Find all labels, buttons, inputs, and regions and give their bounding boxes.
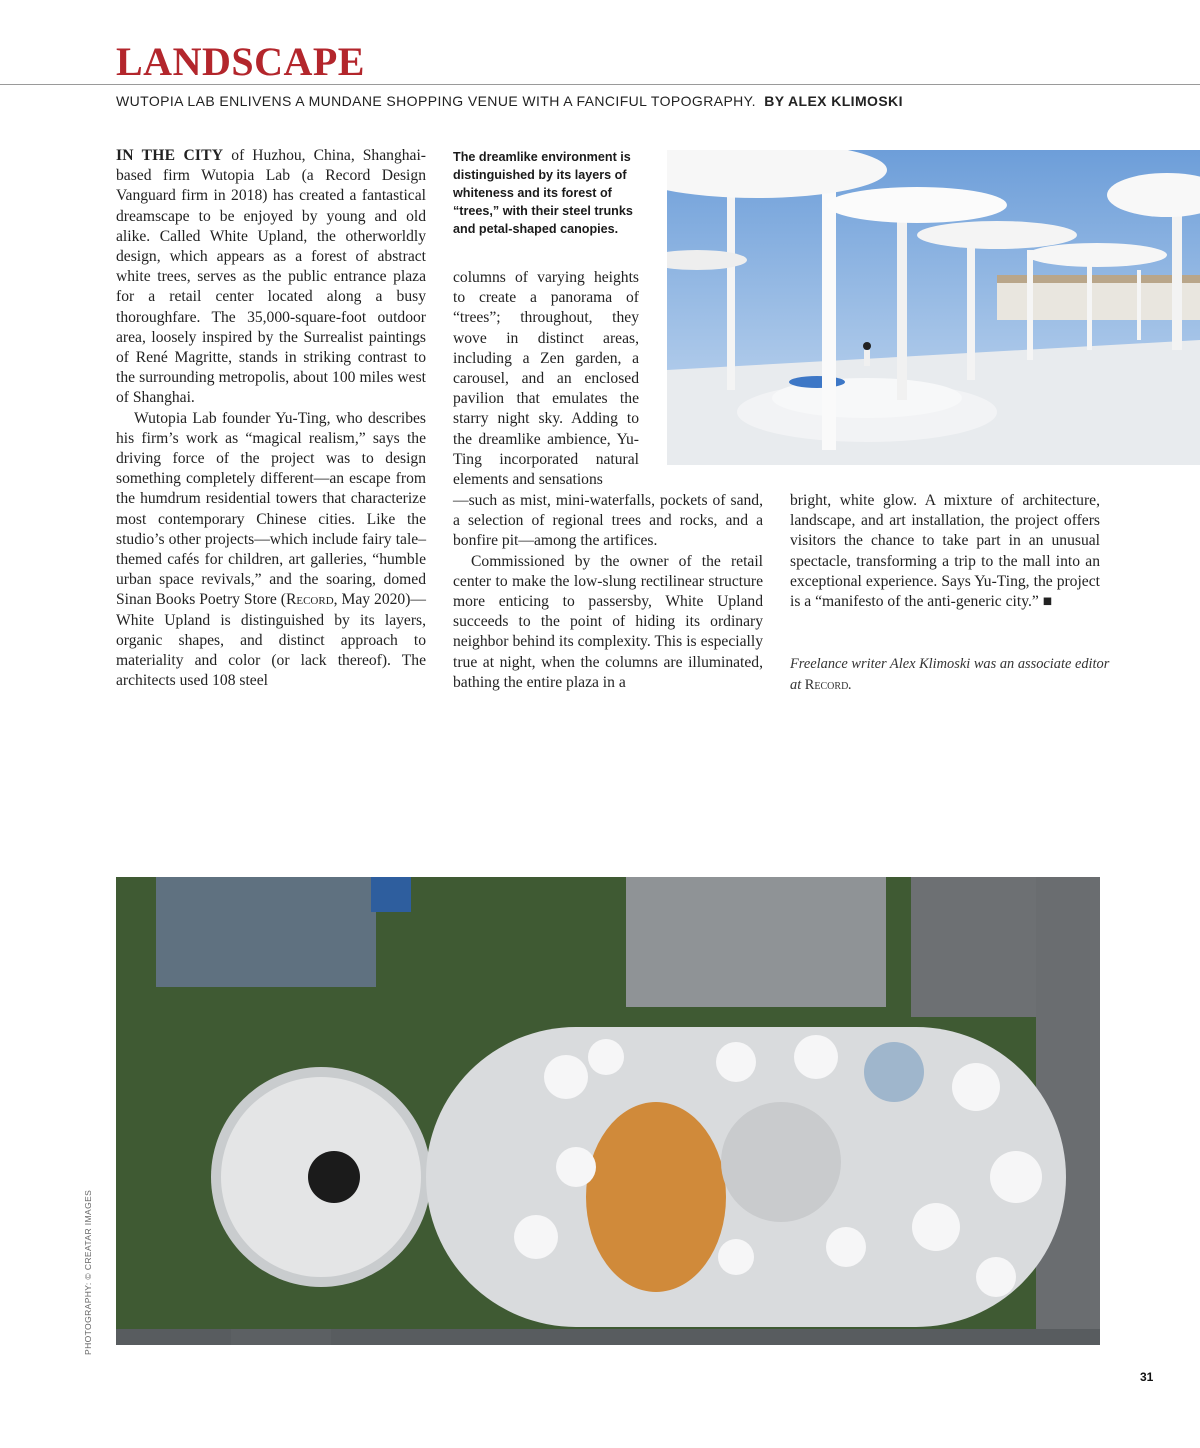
- paragraph-2: [116, 409, 426, 692]
- author-bio: [790, 654, 1110, 696]
- paragraph-1: [116, 146, 426, 409]
- canopy-photo-illustration: [667, 150, 1200, 465]
- photo-credit: [83, 1180, 97, 1365]
- header-rule: [0, 84, 1200, 85]
- paragraph-2-text-a: Wutopia Lab founder Yu-Ting, who describes his firm’s work as “magical realism,” says the driving force of the project was to design something completely different—an escape from the humdrum residential towers that characterize most contemporary Chinese cities. Like the studio’s other projects—which include fairy tale–themed cafés for children, art galleries, “humble urban space revivals,” and the soaring, domed Sinan Books Poetry Store (: [116, 409, 426, 609]
- record-ref: Record: [285, 591, 334, 609]
- paragraph-4: bright, white glow. A mixture of architecture, landscape, and art installation, the project offers visitors the chance to take part in an unusual spectacle, transforming a trip to the mall into an exceptional experience. Says Yu-Ting, the project is a “manifesto of the anti-generic city.” ■: [790, 492, 1100, 611]
- article-column-2-bottom: [453, 491, 763, 701]
- aerial-photo: [116, 721, 1100, 1345]
- section-title: LANDSCAPE: [116, 39, 365, 84]
- paragraph-1-text: of Huzhou, China, Shanghai-based firm Wutopia Lab (a Record Design Vanguard firm in 2018) has created a fantastical dreamscape to be enjoyed by young and old alike. Called White Upland, the otherworldly design, which appears as a forest of abstract white trees, serves as the public entrance plaza for a retail center located along a busy thoroughfare. The 35,000-square-foot outdoor area, loosely inspired by the Surrealist paintings of René Magritte, stands in striking contrast to the surrounding metropolis, about 100 miles west of Shanghai.: [116, 147, 426, 407]
- bio-text: Freelance writer Alex Klimoski was an associate editor at: [790, 656, 1110, 693]
- bio-end: .: [848, 677, 852, 693]
- article-column-1: [116, 146, 426, 696]
- paragraph-2-text-b: , May 2020)—White Upland is distinguished by its layers, organic shapes, and distinct approach to materiality and color (or lack thereof). The architects used 108 steel: [116, 591, 426, 690]
- lead-in: IN THE CITY: [116, 147, 224, 164]
- canopy-photo: [667, 150, 1200, 465]
- article-column-2-top: [453, 268, 639, 490]
- aerial-photo-illustration: [116, 721, 1100, 1345]
- byline: BY ALEX KLIMOSKI: [764, 93, 903, 109]
- paragraph-3: Commissioned by the owner of the retail center to make the low-slung rectilinear structure more enticing to passersby, White Upland succeeds to the point of hiding its ordinary neighbor behind its complexity. This is especially true at night, when the columns are illuminated, bathing the entire plaza in a: [453, 552, 763, 691]
- article-column-3: [790, 491, 1100, 641]
- deck-text: WUTOPIA LAB ENLIVENS A MUNDANE SHOPPING VENUE WITH A FANCIFUL TOPOGRAPHY.: [116, 93, 756, 109]
- deck: [116, 92, 903, 110]
- paragraph-2-end: —such as mist, mini-waterfalls, pockets of sand, a selection of regional trees and rocks, and a bonfire pit—among the artifices.: [453, 492, 763, 550]
- photo-credit-text: PHOTOGRAPHY: © CREATAR IMAGES: [83, 1189, 93, 1355]
- paragraph-2-continued: columns of varying heights to create a panorama of “trees”; throughout, they wove in distinct areas, including a Zen garden, a carousel, and an enclosed pavilion that emulates the starry night sky. Adding to the dreamlike ambience, Yu-Ting incorporated natural elements and sensations: [453, 269, 639, 489]
- page-number: 31: [1140, 1370, 1154, 1384]
- bio-record: Record: [804, 677, 849, 693]
- photo-caption: The dreamlike environment is distinguished by its layers of whiteness and its forest of “trees,” with their steel trunks and petal-shaped canopies.: [453, 150, 633, 236]
